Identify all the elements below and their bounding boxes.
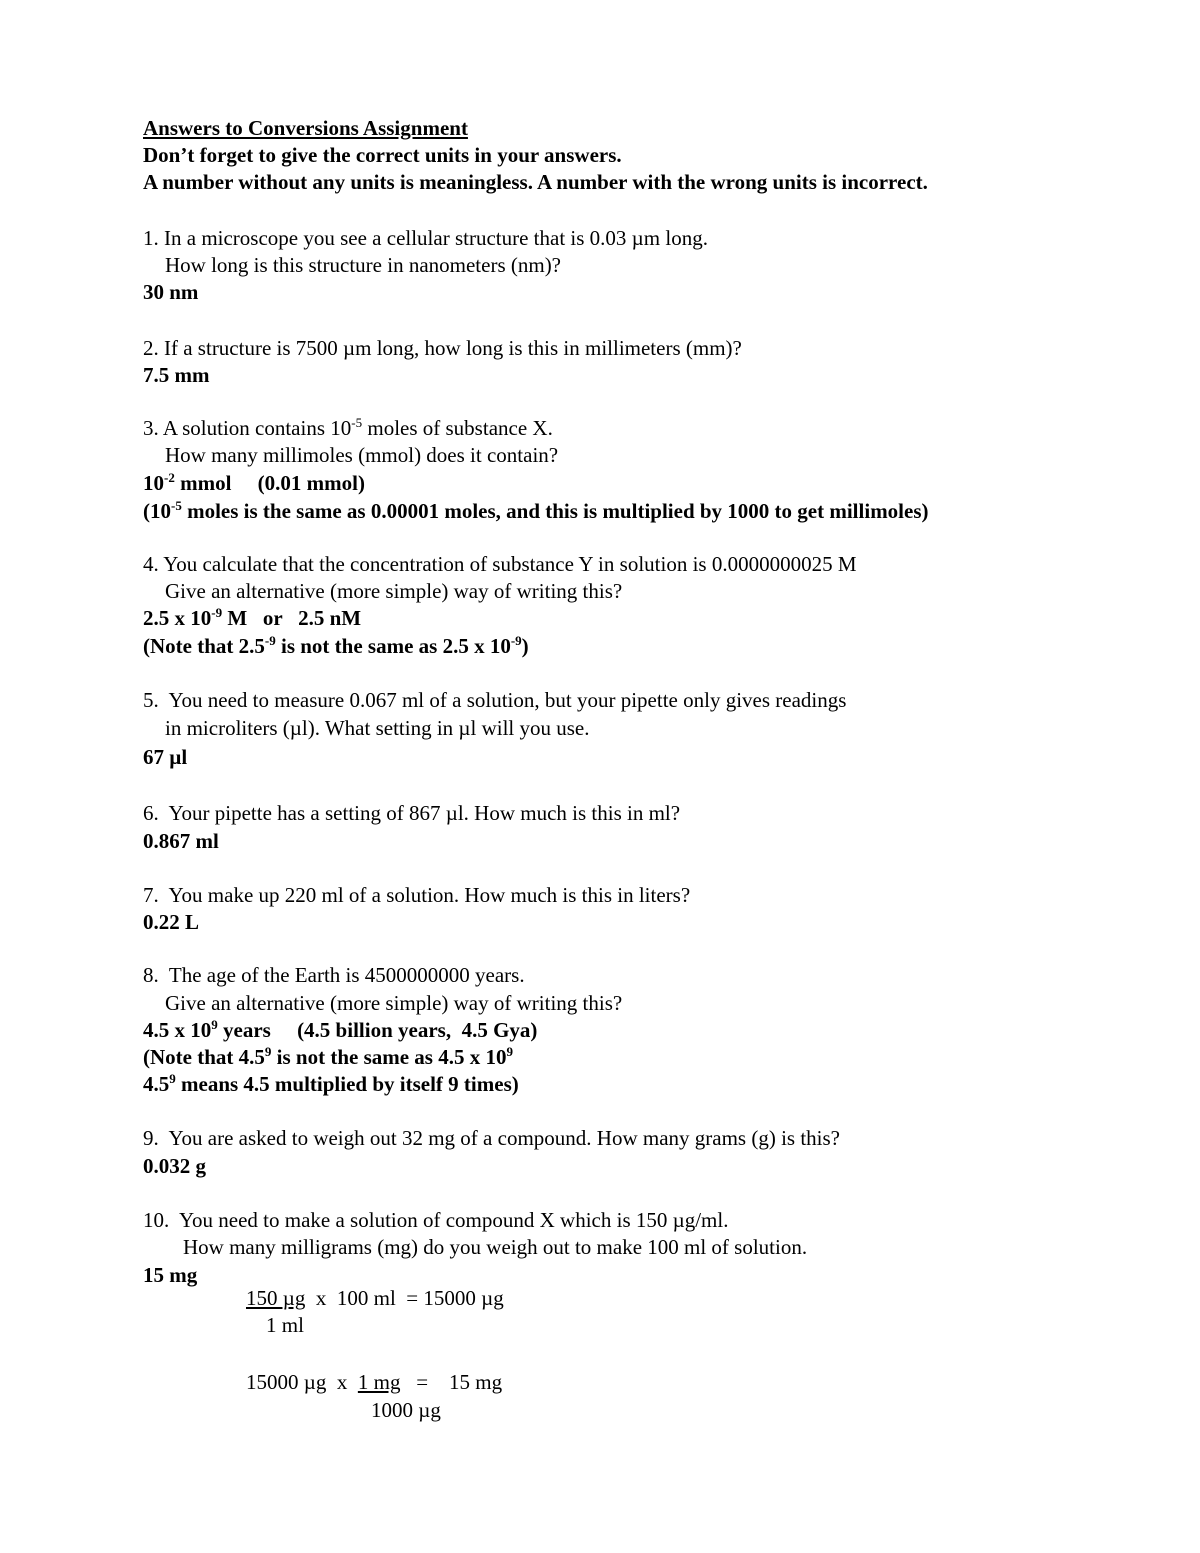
question-10: 10. You need to make a solution of compound X which is 150 µg/ml. bbox=[143, 1208, 729, 1232]
answer-5: 67 µl bbox=[143, 745, 188, 769]
question-5-part-2: in microliters (µl). What setting in µl will you use. bbox=[165, 716, 590, 740]
answer-6: 0.867 ml bbox=[143, 829, 219, 853]
question-4: 4. You calculate that the concentration of substance Y in solution is 0.0000000025 M bbox=[143, 552, 857, 576]
question-3: 3. A solution contains $10^{-5}$ moles of substance X. bbox=[143, 415, 553, 440]
question-1: 1. In a microscope you see a cellular structure that is 0.03 µm long. bbox=[143, 226, 708, 250]
calculation-step-2-denominator: 1000 µg bbox=[371, 1398, 441, 1422]
question-8-part-2: Give an alternative (more simple) way of writing this? bbox=[165, 991, 623, 1015]
answer-1: 30 nm bbox=[143, 280, 199, 304]
answer-4: 2.5 x $10^{-9}$ M or 2.5 nM bbox=[143, 605, 362, 630]
document-title: Answers to Conversions Assignment bbox=[143, 116, 468, 140]
calculation-step-2: 15000 µg x 1 mg = 15 mg bbox=[246, 1370, 503, 1394]
instruction-meaning: A number without any units is meaningless. A number with the wrong units is incorrect. bbox=[143, 170, 928, 194]
answer-3-explanation: ($10^{-5}$ moles is the same as 0.00001 moles, and this is multiplied by 1000 to get millimoles) bbox=[143, 498, 929, 523]
answer-8-note: (Note that $4.5^9$ is not the same as 4.5 x $10^9$ bbox=[143, 1044, 513, 1069]
question-2: 2. If a structure is 7500 µm long, how long is this in millimeters (mm)? bbox=[143, 336, 742, 360]
question-8: 8. The age of the Earth is 4500000000 years. bbox=[143, 963, 525, 987]
answer-2: 7.5 mm bbox=[143, 363, 210, 387]
question-1-part-2: How long is this structure in nanometers (nm)? bbox=[165, 253, 562, 277]
instruction-units: Don’t forget to give the correct units in your answers. bbox=[143, 143, 622, 167]
question-3-part-2: How many millimoles (mmol) does it contain? bbox=[165, 443, 559, 467]
answer-4-note: (Note that $2.5^{-9}$ is not the same as 2.5 x $10^{-9}$) bbox=[143, 633, 529, 658]
question-9: 9. You are asked to weigh out 32 mg of a compound. How many grams (g) is this? bbox=[143, 1126, 840, 1150]
question-6: 6. Your pipette has a setting of 867 µl. How much is this in ml? bbox=[143, 801, 681, 825]
answer-8: 4.5 x $10^9$ years (4.5 billion years, 4.5 Gya) bbox=[143, 1017, 538, 1042]
answer-7: 0.22 L bbox=[143, 910, 200, 934]
answer-9: 0.032 g bbox=[143, 1154, 206, 1178]
question-4-part-2: Give an alternative (more simple) way of writing this? bbox=[165, 579, 623, 603]
answer-3: $10^{-2}$ mmol (0.01 mmol) bbox=[143, 470, 365, 495]
question-7: 7. You make up 220 ml of a solution. How much is this in liters? bbox=[143, 883, 691, 907]
calculation-step-1-denominator: 1 ml bbox=[266, 1313, 304, 1337]
question-10-part-2: How many milligrams (mg) do you weigh out to make 100 ml of solution. bbox=[183, 1235, 808, 1259]
answer-10: 15 mg bbox=[143, 1263, 198, 1287]
answer-8-note-2: $4.5^9$ means 4.5 multiplied by itself 9 times) bbox=[143, 1071, 519, 1096]
calculation-step-1: 150 µg x 100 ml = 15000 µg bbox=[246, 1286, 504, 1310]
question-5: 5. You need to measure 0.067 ml of a solution, but your pipette only gives readings bbox=[143, 688, 847, 712]
